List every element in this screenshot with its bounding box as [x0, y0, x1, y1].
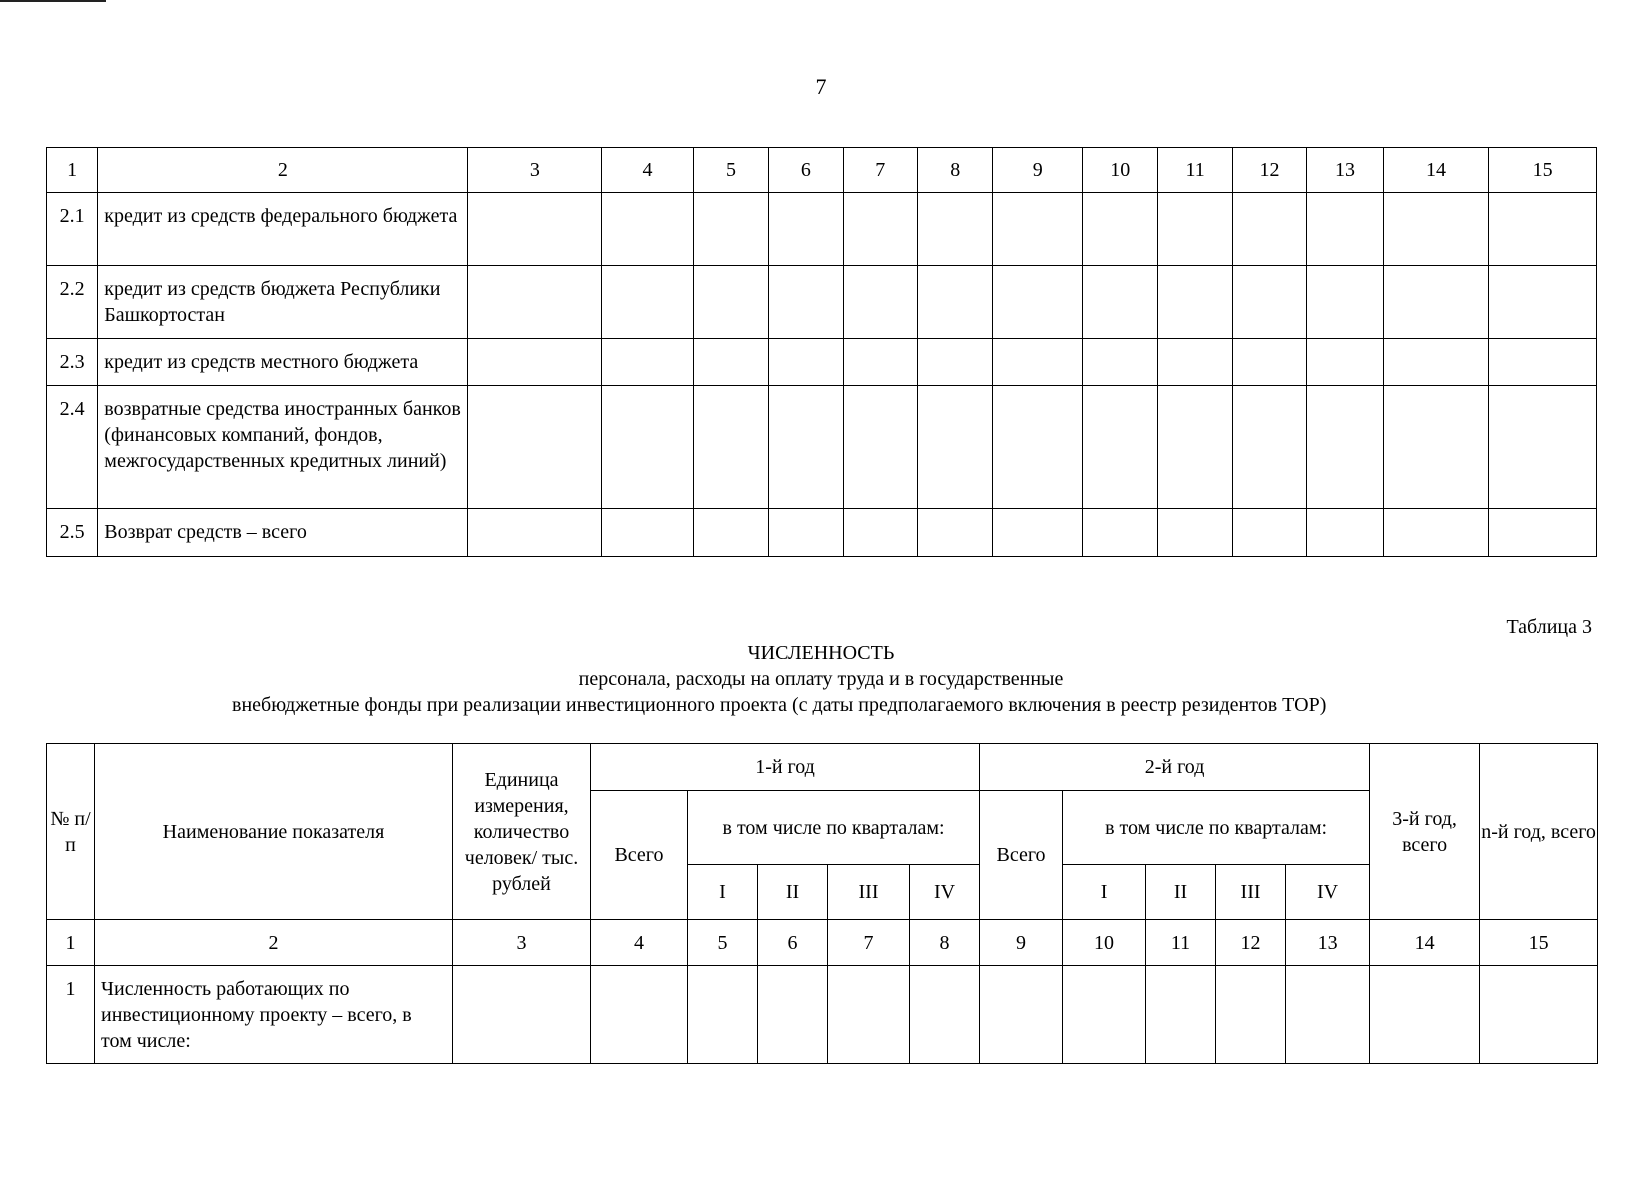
quarter-label: II — [758, 865, 828, 920]
financing-table — [46, 147, 1597, 557]
header-quarters: в том числе по кварталам: — [1063, 791, 1370, 865]
header-num: № п/п — [47, 744, 95, 920]
row-number: 2.5 — [47, 509, 98, 557]
column-number: 2 — [98, 148, 468, 193]
row-label: кредит из средств местного бюджета — [98, 339, 468, 386]
quarter-label: I — [688, 865, 758, 920]
header-year-1: 1-й год — [591, 744, 980, 791]
column-number: 15 — [1489, 148, 1597, 193]
header-quarters: в том числе по кварталам: — [688, 791, 980, 865]
column-number: 14 — [1370, 920, 1480, 966]
column-number: 7 — [843, 148, 917, 193]
table-row — [47, 266, 1597, 339]
column-number: 10 — [1063, 920, 1146, 966]
corner-rule — [0, 0, 106, 2]
row-label: Возврат средств – всего — [98, 509, 468, 557]
column-number: 3 — [468, 148, 602, 193]
row-number: 1 — [47, 966, 95, 1064]
column-number: 3 — [453, 920, 591, 966]
quarter-label: I — [1063, 865, 1146, 920]
personnel-table — [46, 743, 1598, 1064]
table-label: Таблица 3 — [1506, 616, 1592, 638]
column-number: 14 — [1383, 148, 1489, 193]
column-number: 10 — [1082, 148, 1157, 193]
column-number: 6 — [758, 920, 828, 966]
quarter-label: III — [1216, 865, 1286, 920]
column-number: 4 — [602, 148, 694, 193]
column-number: 12 — [1232, 148, 1306, 193]
caption-line-2: внебюджетные фонды при реализации инвестиционного проекта (с даты предполагаемого включения в реестр резидентов ТОР) — [232, 694, 1327, 716]
column-number: 9 — [980, 920, 1063, 966]
column-number: 11 — [1146, 920, 1216, 966]
column-number: 8 — [910, 920, 980, 966]
quarter-label: IV — [910, 865, 980, 920]
table-row — [47, 386, 1597, 509]
page-number: 7 — [815, 74, 827, 99]
header-year-n: n-й год, всего — [1480, 744, 1598, 920]
column-number: 11 — [1158, 148, 1232, 193]
column-number: 5 — [688, 920, 758, 966]
column-number: 4 — [591, 920, 688, 966]
row-label: кредит из средств федерального бюджета — [98, 193, 468, 266]
header-row — [47, 744, 1598, 791]
row-number: 2.3 — [47, 339, 98, 386]
column-number: 1 — [47, 148, 98, 193]
column-number: 8 — [918, 148, 993, 193]
column-number: 13 — [1307, 148, 1383, 193]
header-year-3: 3-й год, всего — [1370, 744, 1480, 920]
row-number: 2.1 — [47, 193, 98, 266]
column-number-row — [47, 920, 1598, 966]
quarter-label: III — [828, 865, 910, 920]
header-year-2: 2-й год — [980, 744, 1370, 791]
header-total: Всего — [591, 791, 688, 920]
header-total: Всего — [980, 791, 1063, 920]
column-number-row — [47, 148, 1597, 193]
caption-title: ЧИСЛЕННОСТЬ — [747, 642, 895, 664]
column-number: 13 — [1286, 920, 1370, 966]
column-number: 1 — [47, 920, 95, 966]
row-number: 2.4 — [47, 386, 98, 509]
column-number: 9 — [993, 148, 1083, 193]
table-row — [47, 339, 1597, 386]
table-row — [47, 509, 1597, 557]
row-label: возвратные средства иностранных банков (финансовых компаний, фондов, межгосударственных кредитных линий) — [98, 386, 468, 509]
row-number: 2.2 — [47, 266, 98, 339]
column-number: 15 — [1480, 920, 1598, 966]
quarter-label: II — [1146, 865, 1216, 920]
header-name: Наименование показателя — [95, 744, 453, 920]
column-number: 2 — [95, 920, 453, 966]
column-number: 5 — [693, 148, 768, 193]
column-number: 12 — [1216, 920, 1286, 966]
row-label: кредит из средств бюджета Республики Башкортостан — [98, 266, 468, 339]
row-label: Численность работающих по инвестиционному проекту – всего, в том числе: — [95, 966, 453, 1064]
header-unit: Единица измерения, количество человек/ тыс. рублей — [453, 744, 591, 920]
caption-line-1: персонала, расходы на оплату труда и в государственные — [578, 668, 1064, 690]
table-row — [47, 193, 1597, 266]
quarter-label: IV — [1286, 865, 1370, 920]
table-row — [47, 966, 1598, 1064]
column-number: 7 — [828, 920, 910, 966]
column-number: 6 — [769, 148, 843, 193]
